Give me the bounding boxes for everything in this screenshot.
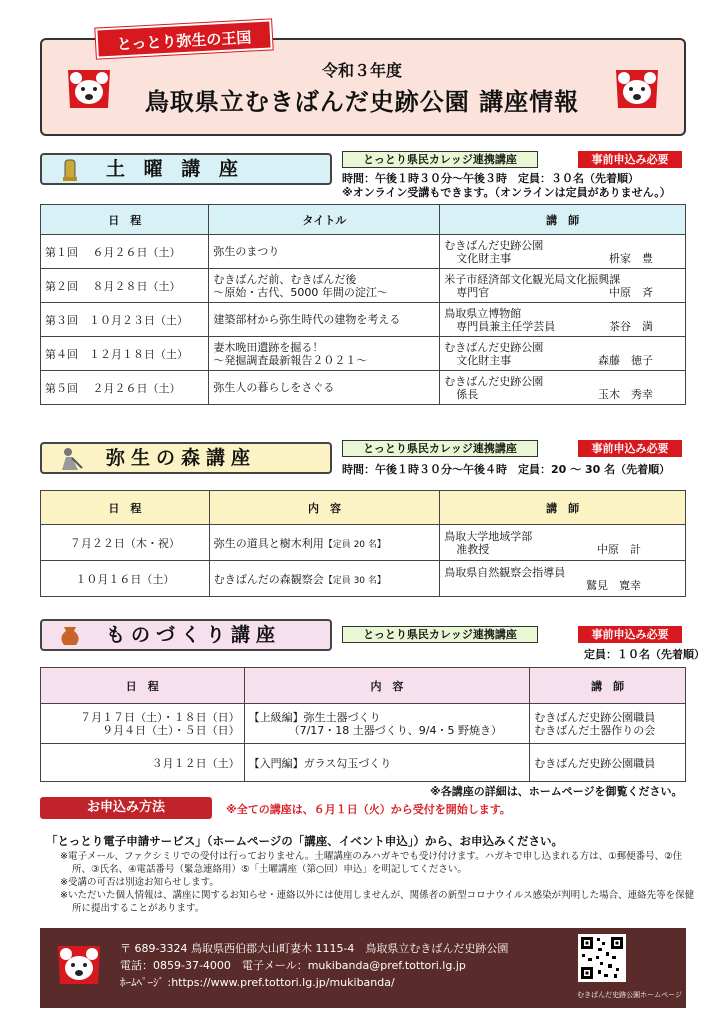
table-row [41, 744, 686, 782]
section-saturday-title [40, 153, 332, 185]
qr-code-icon[interactable] [578, 934, 626, 982]
row-lecturer: むきばんだ史跡公園職員 [530, 744, 686, 782]
row-lecturer: むきばんだ史跡公園 文化財主事 枡家 豊 [440, 235, 686, 269]
college-badge: とっとり県民カレッジ連携講座 [342, 151, 538, 168]
application-label: お申込み方法 [40, 797, 212, 819]
table-row [41, 269, 686, 303]
table-header-row [41, 205, 686, 235]
note-line: ※電子メール、ファクシミリでの受付は行っておりません。土曜講座のみハガキでも受け付けます。ハガキで申し込まれる方は、①郵便番号、②住所、③氏名、④電話番号（緊急連絡用）⑤「土曜講座（第○回）申込」を明記してください。 [60, 851, 683, 875]
page-title: 鳥取県立むきばんだ史跡公園 講座情報 [144, 88, 580, 116]
row-content: 弥生の道具と樹木利用【定員 20 名】 [209, 525, 440, 561]
haniwa-icon [56, 157, 84, 183]
col-header-date: 日 程 [41, 205, 209, 235]
row-date: 第１回 ６月２６日（土） [41, 235, 209, 269]
saturday-table [40, 204, 686, 405]
col-header-lecturer: 講 師 [440, 491, 686, 525]
application-main: 「とっとり電子申請サービス」（ホームページの「講座、イベント申込」）から、お申込みください。 [46, 834, 564, 848]
row-lecturer: むきばんだ史跡公園 文化財主事 森藤 徳子 [440, 337, 686, 371]
section-craft-label: ものづくり講座 [106, 624, 282, 646]
row-title: むきばんだ前、むきばんだ後 ～原始・古代、5000 年間の淀江～ [209, 269, 440, 303]
col-header-lecturer: 講 師 [530, 668, 686, 704]
table-row [41, 303, 686, 337]
footer-contact: 電話：0859-37-4000 電子メール：mukibanda@pref.tottori.lg.jp [120, 959, 466, 972]
col-header-date: 日 程 [41, 491, 210, 525]
application-notice: ※全ての講座は、６月１日（火）から受付を開始します。 [226, 803, 511, 816]
craft-capacity: 定員：１０名（先着順） [584, 648, 705, 661]
row-lecturer: 鳥取県自然観察会指導員 鷲見 寛幸 [440, 561, 686, 597]
row-content: 【入門編】ガラス勾玉づくり [244, 744, 530, 782]
footer-homepage[interactable]: ﾎｰﾑﾍﾟｰｼﾞ :https://www.pref.tottori.lg.jp/mukibanda/ [120, 976, 395, 989]
mascot-icon [54, 940, 104, 990]
college-badge: とっとり県民カレッジ連携講座 [342, 626, 538, 643]
row-date: 第４回 １２月１８日（土） [41, 337, 209, 371]
footer [40, 928, 686, 1008]
required-badge: 事前申込み必要 [578, 151, 682, 168]
table-row [41, 235, 686, 269]
table-row [41, 337, 686, 371]
footer-address: 〒 689-3324 鳥取県西伯郡大山町妻木 1115-4 鳥取県立むきばんだ史跡公園 [120, 942, 509, 955]
row-title: 弥生のまつり [209, 235, 440, 269]
col-header-title: タイトル [209, 205, 440, 235]
college-badge: とっとり県民カレッジ連携講座 [342, 440, 538, 457]
section-forest-label: 弥生の森講座 [106, 447, 257, 469]
col-header-date: 日 程 [41, 668, 245, 704]
forest-time: 時間：午後１時３０分～午後４時 定員：20 ～ 30 名（先着順） [342, 463, 671, 476]
row-lecturer: 鳥取大学地域学部 准教授 中原 計 [440, 525, 686, 561]
saturday-online-note: ※オンライン受講もできます。（オンラインは定員がありません。） [342, 186, 671, 199]
row-title: 弥生人の暮らしをさぐる [209, 371, 440, 405]
required-badge: 事前申込み必要 [578, 440, 682, 457]
table-row [41, 561, 686, 597]
table-row [41, 525, 686, 561]
application-notes [60, 850, 700, 915]
required-badge: 事前申込み必要 [578, 626, 682, 643]
row-date: 第３回 １０月２３日（土） [41, 303, 209, 337]
section-saturday-label: 土 曜 講 座 [106, 158, 244, 180]
section-craft-title [40, 619, 332, 651]
row-title: 妻木晩田遺跡を掘る！ ～発掘調査最新報告２０２１～ [209, 337, 440, 371]
pottery-icon [56, 623, 84, 649]
craft-table [40, 667, 686, 782]
forest-table [40, 490, 686, 597]
col-header-content: 内 容 [209, 491, 440, 525]
row-lecturer: 鳥取県立博物館 専門員兼主任学芸員 茶谷 満 [440, 303, 686, 337]
detail-note: ※各講座の詳細は、ホームページを御覧ください。 [430, 785, 683, 798]
row-date: ７月１７日（土）・１８日（日） ９月４日（土）・５日（日） [41, 704, 245, 744]
header-tag: とっとり弥生の王国 [95, 19, 272, 58]
col-header-lecturer: 講 師 [440, 205, 686, 235]
saturday-time: 時間：午後１時３０分～午後３時 定員：３０名（先着順） [342, 172, 639, 185]
farmer-icon [56, 446, 84, 472]
row-content: むきばんだの森観察会【定員 30 名】 [209, 561, 440, 597]
row-date: ３月１２日（土） [41, 744, 245, 782]
section-forest-title [40, 442, 332, 474]
row-title: 建築部材から弥生時代の建物を考える [209, 303, 440, 337]
row-lecturer: 米子市経済部文化観光局文化振興課 専門官 中原 斉 [440, 269, 686, 303]
table-row [41, 371, 686, 405]
note-line: ※受講の可否は別途お知らせします。 [60, 877, 219, 888]
qr-caption: むきばんだ史跡公園ホームページ [577, 991, 682, 999]
row-content: 【上級編】弥生土器づくり （7/17・18 土器づくり、9/4・5 野焼き） [244, 704, 530, 744]
table-row [41, 704, 686, 744]
row-date: １０月１６日（土） [41, 561, 210, 597]
row-date: 第５回 ２月２６日（土） [41, 371, 209, 405]
col-header-content: 内 容 [244, 668, 530, 704]
row-date: ７月２２日（木・祝） [41, 525, 210, 561]
row-date: 第２回 ８月２８日（土） [41, 269, 209, 303]
row-lecturer: むきばんだ史跡公園職員 むきばんだ土器作りの会 [530, 704, 686, 744]
row-lecturer: むきばんだ史跡公園 係長 玉木 秀幸 [440, 371, 686, 405]
note-line: ※いただいた個人情報は、講座に関するお知らせ・連絡以外には使用しませんが、関係者の新型コロナウイルス感染が判明した場合、連絡先等を保健所に提出することがあります。 [60, 890, 695, 914]
table-header-row [41, 491, 686, 525]
header-subtitle: 令和３年度 [321, 61, 402, 80]
table-header-row [41, 668, 686, 704]
